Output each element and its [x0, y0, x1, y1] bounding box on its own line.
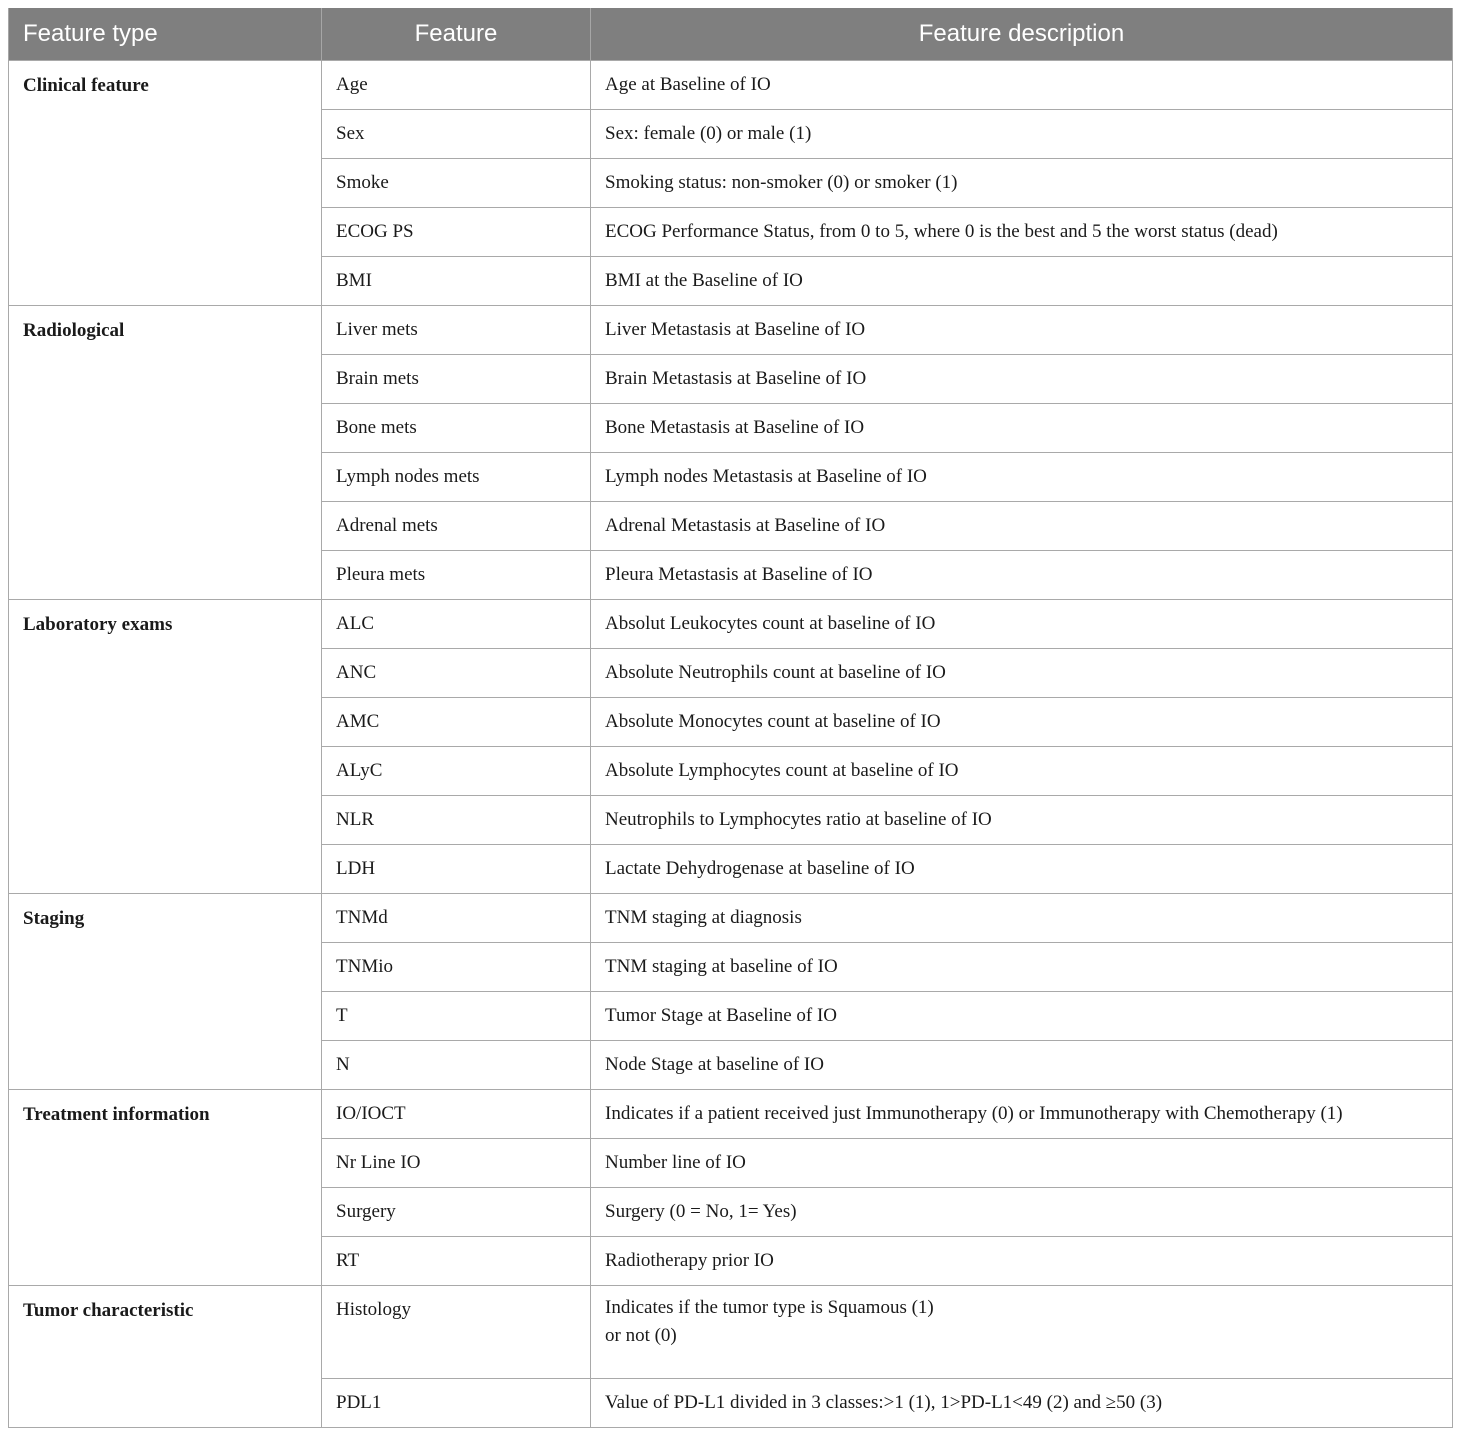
feature-cell: Smoke [322, 159, 591, 208]
feature-description-cell: Smoking status: non-smoker (0) or smoker (1) [591, 159, 1453, 208]
feature-cell: TNMio [322, 943, 591, 992]
feature-cell: Nr Line IO [322, 1139, 591, 1188]
header-feature-type: Feature type [9, 8, 322, 61]
feature-cell: N [322, 1041, 591, 1090]
feature-cell: Lymph nodes mets [322, 453, 591, 502]
feature-description-cell: Age at Baseline of IO [591, 61, 1453, 110]
feature-cell: Brain mets [322, 355, 591, 404]
feature-type-cell: Laboratory exams [9, 600, 322, 894]
feature-description-cell: Absolute Lymphocytes count at baseline of IO [591, 747, 1453, 796]
header-feature: Feature [322, 8, 591, 61]
feature-cell: ALyC [322, 747, 591, 796]
description-line-2: or not (0) [605, 1325, 677, 1346]
feature-cell: NLR [322, 796, 591, 845]
feature-description-cell: Sex: female (0) or male (1) [591, 110, 1453, 159]
feature-description-cell: Surgery (0 = No, 1= Yes) [591, 1188, 1453, 1237]
feature-description-cell: TNM staging at baseline of IO [591, 943, 1453, 992]
feature-description-cell [591, 1286, 1453, 1379]
feature-description-cell: Radiotherapy prior IO [591, 1237, 1453, 1286]
feature-cell: TNMd [322, 894, 591, 943]
feature-description-cell: Tumor Stage at Baseline of IO [591, 992, 1453, 1041]
feature-cell: Liver mets [322, 306, 591, 355]
feature-description-cell: Value of PD-L1 divided in 3 classes:>1 (1), 1>PD-L1<49 (2) and ≥50 (3) [591, 1379, 1453, 1428]
feature-cell: Pleura mets [322, 551, 591, 600]
feature-cell: T [322, 992, 591, 1041]
feature-type-cell: Tumor characteristic [9, 1286, 322, 1428]
feature-description-cell: BMI at the Baseline of IO [591, 257, 1453, 306]
feature-description-cell: Lymph nodes Metastasis at Baseline of IO [591, 453, 1453, 502]
feature-cell: IO/IOCT [322, 1090, 591, 1139]
feature-description-cell: Indicates if a patient received just Immunotherapy (0) or Immunotherapy with Chemotherapy (1) [591, 1090, 1453, 1139]
feature-description-cell: Liver Metastasis at Baseline of IO [591, 306, 1453, 355]
feature-table [8, 8, 1453, 1428]
feature-description-cell: Pleura Metastasis at Baseline of IO [591, 551, 1453, 600]
table-row [9, 1090, 1453, 1139]
feature-cell: Surgery [322, 1188, 591, 1237]
feature-cell: ALC [322, 600, 591, 649]
feature-type-cell: Clinical feature [9, 61, 322, 306]
feature-cell: RT [322, 1237, 591, 1286]
feature-cell: PDL1 [322, 1379, 591, 1428]
feature-description-cell: Absolut Leukocytes count at baseline of IO [591, 600, 1453, 649]
feature-description-cell: Bone Metastasis at Baseline of IO [591, 404, 1453, 453]
feature-cell: Bone mets [322, 404, 591, 453]
feature-description-cell: Brain Metastasis at Baseline of IO [591, 355, 1453, 404]
feature-description-cell: Absolute Neutrophils count at baseline of IO [591, 649, 1453, 698]
feature-description-cell: ECOG Performance Status, from 0 to 5, where 0 is the best and 5 the worst status (dead) [591, 208, 1453, 257]
table-row [9, 61, 1453, 110]
feature-table-container [8, 8, 1452, 1428]
feature-description-cell: Number line of IO [591, 1139, 1453, 1188]
feature-type-cell: Staging [9, 894, 322, 1090]
table-row [9, 600, 1453, 649]
table-row [9, 894, 1453, 943]
feature-description-cell: Neutrophils to Lymphocytes ratio at baseline of IO [591, 796, 1453, 845]
feature-cell: Age [322, 61, 591, 110]
feature-type-cell: Radiological [9, 306, 322, 600]
feature-description-cell: TNM staging at diagnosis [591, 894, 1453, 943]
feature-cell: ANC [322, 649, 591, 698]
feature-cell: BMI [322, 257, 591, 306]
table-body [9, 61, 1453, 1428]
table-row [9, 306, 1453, 355]
feature-cell: Adrenal mets [322, 502, 591, 551]
feature-description-cell: Absolute Monocytes count at baseline of IO [591, 698, 1453, 747]
header-feature-description: Feature description [591, 8, 1453, 61]
feature-cell: Sex [322, 110, 591, 159]
feature-type-cell: Treatment information [9, 1090, 322, 1286]
feature-description-cell: Adrenal Metastasis at Baseline of IO [591, 502, 1453, 551]
feature-cell: LDH [322, 845, 591, 894]
feature-cell: AMC [322, 698, 591, 747]
header-row [9, 8, 1453, 61]
feature-description-cell: Lactate Dehydrogenase at baseline of IO [591, 845, 1453, 894]
feature-cell: ECOG PS [322, 208, 591, 257]
feature-description-cell: Node Stage at baseline of IO [591, 1041, 1453, 1090]
description-line-1: Indicates if the tumor type is Squamous (1) [605, 1297, 934, 1318]
feature-cell: Histology [322, 1286, 591, 1379]
table-row [9, 1286, 1453, 1379]
